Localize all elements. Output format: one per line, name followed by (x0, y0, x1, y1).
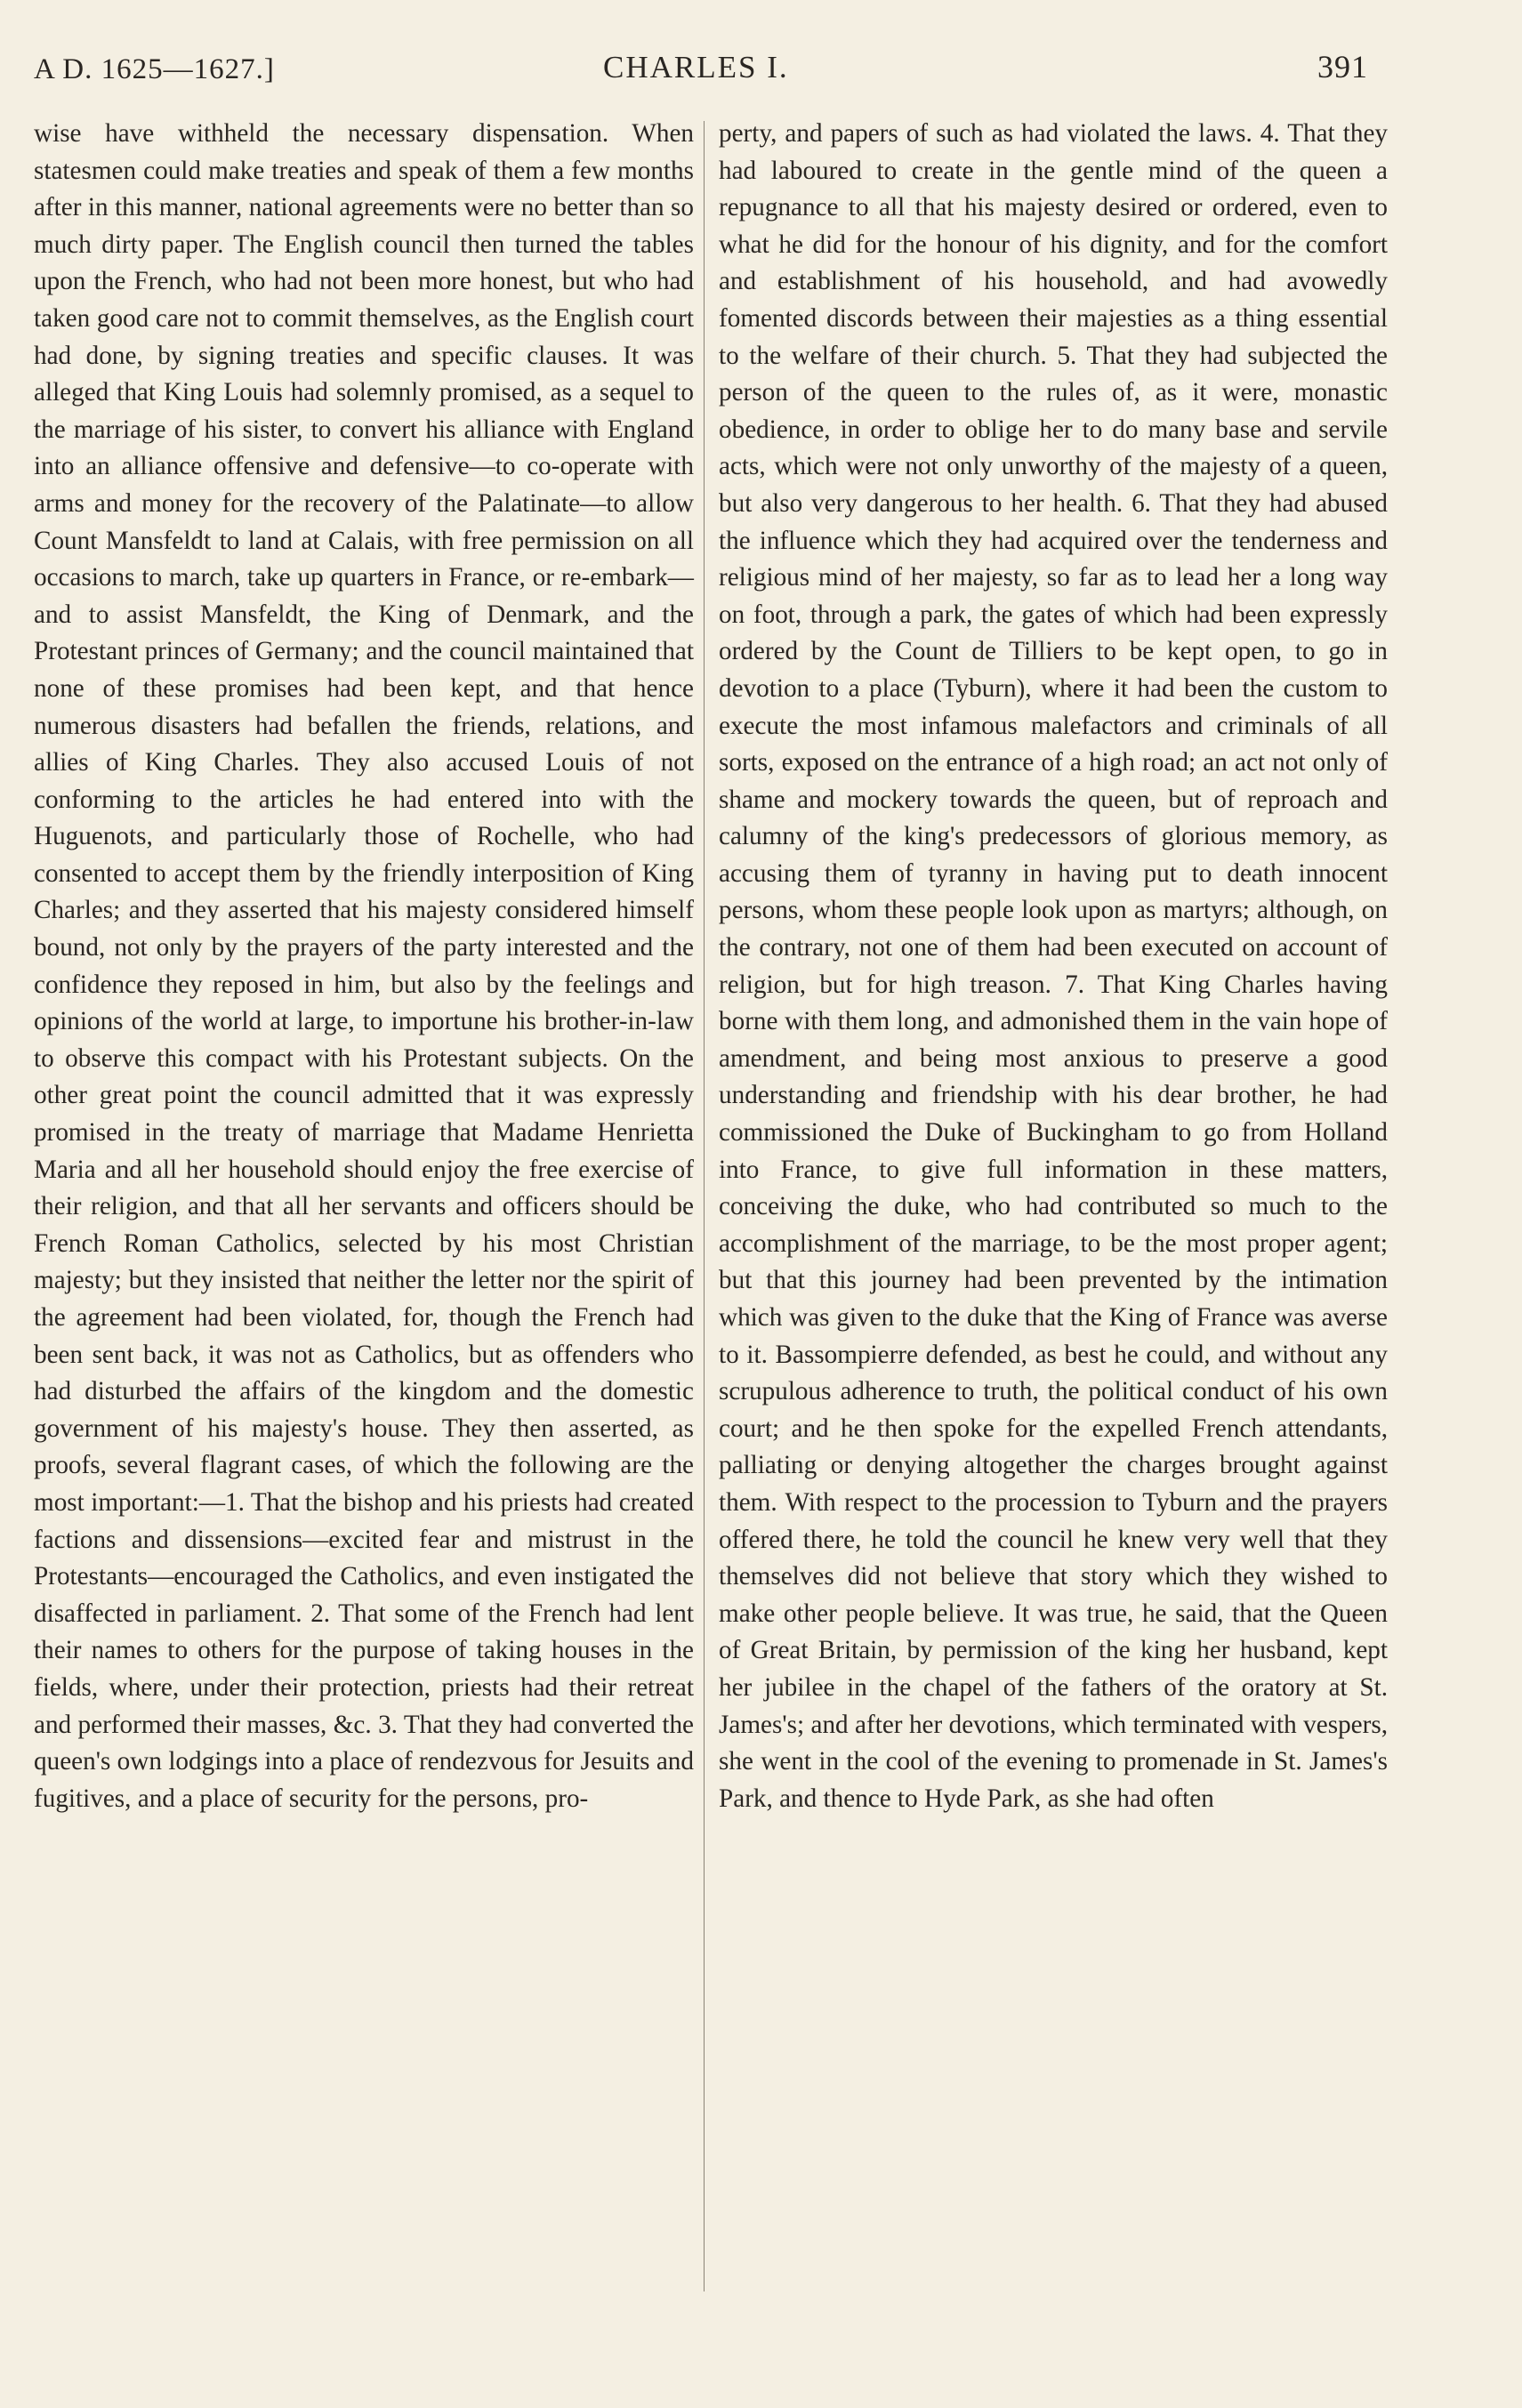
right-column (719, 116, 1388, 2283)
date-range: A D. 1625—1627.] (34, 53, 275, 85)
page-number: 391 (1317, 49, 1368, 85)
column-divider (704, 121, 705, 2291)
right-column-text: perty, and papers of such as had violated the laws. 4. That they had laboured to create in the gentle mind of the queen a repugnance to all that his majesty desired or ordered, even to what he did for the honour of his dignity, and for the comfort and establishment of his household, and had avowedly fomented discords between their majesties as a thing essential to the welfare of their church. 5. That they had subjected the person of the queen to the rules of, as it were, monastic obedience, in order to oblige her to do many base and servile acts, which were not only unworthy of the majesty of a queen, but also very dangerous to her health. 6. That they had abused the influence which they had acquired over the tenderness and religious mind of her majesty, so far as to lead her a long way on foot, through a park, the gates of which had been expressly ordered by the Count de Tilliers to be kept open, to go in devotion to a place (Tyburn), where it had been the custom to execute the most infamous malefactors and criminals of all sorts, exposed on the entrance of a high road; an act not only of shame and mockery towards the queen, but of reproach and calumny of the king's predecessors of glorious memory, as accusing them of tyranny in having put to death innocent persons, whom these people look upon as martyrs; although, on the contrary, not one of them had been executed on account of religion, but for high treason. 7. That King Charles having borne with them long, and admonished them in the vain hope of amendment, and being most anxious to preserve a good understanding and friendship with his dear brother, he had commissioned the Duke of Buckingham to go from Holland into France, to give full information in these matters, conceiving the duke, who had contributed so much to the accomplishment of the marriage, to be the most proper agent; but that this journey had been prevented by the intimation which was given to the duke that the King of France was averse to it. Bassompierre defended, as best he could, and without any scrupulous adherence to truth, the political conduct of his own court; and he then spoke for the expelled French attendants, palliating or denying altogether the charges brought against them. With respect to the procession to Tyburn and the prayers offered there, he told the council he knew very well that they themselves did not believe that story which they wished to make other people believe. It was true, he said, that the Queen of Great Britain, by permission of the king her husband, kept her jubilee in the chapel of the fathers of the oratory at St. James's; and after her devotions, which terminated with vespers, she went in the cool of the evening to promenade in St. James's Park, and thence to Hyde Park, as she had often (719, 119, 1388, 1813)
left-column (34, 116, 694, 2283)
running-header (34, 48, 1368, 93)
chapter-title: CHARLES I. (603, 50, 789, 85)
left-column-text: wise have withheld the necessary dispensation. When statesmen could make treaties and speak of them a few months after in this manner, national agreements were no better than so much dirty paper. The English council then turned the tables upon the French, who had not been more honest, but who had taken good care not to commit themselves, as the English court had done, by signing treaties and specific clauses. It was alleged that King Louis had solemnly promised, as a sequel to the marriage of his sister, to convert his alliance with England into an alliance offensive and defensive—to co-operate with arms and money for the recovery of the Palatinate—to allow Count Mansfeldt to land at Calais, with free permission on all occasions to march, take up quarters in France, or re-embark—and to assist Mansfeldt, the King of Denmark, and the Protestant princes of Germany; and the council maintained that none of these promises had been kept, and that hence numerous disasters had befallen the friends, relations, and allies of King Charles. They also accused Louis of not conforming to the articles he had entered into with the Huguenots, and particularly those of Rochelle, who had consented to accept them by the friendly interposition of King Charles; and they asserted that his majesty considered himself bound, not only by the prayers of the party interested and the confidence they reposed in him, but also by the feelings and opinions of the world at large, to importune his brother-in-law to observe this compact with his Protestant subjects. On the other great point the council admitted that it was expressly promised in the treaty of marriage that Madame Henrietta Maria and all her household should enjoy the free exercise of their religion, and that all her servants and officers should be French Roman Catholics, selected by his most Christian majesty; but they insisted that neither the letter nor the spirit of the agreement had been violated, for, though the French had been sent back, it was not as Catholics, but as offenders who had disturbed the affairs of the kingdom and the domestic government of his majesty's house. They then asserted, as proofs, several flagrant cases, of which the following are the most important:—1. That the bishop and his priests had created factions and dissensions—excited fear and mistrust in the Protestants—encouraged the Catholics, and even instigated the disaffected in parliament. 2. That some of the French had lent their names to others for the purpose of taking houses in the fields, where, under their protection, priests had their retreat and performed their masses, &c. 3. That they had converted the queen's own lodgings into a place of rendezvous for Jesuits and fugitives, and a place of security for the persons, pro- (34, 119, 694, 1813)
